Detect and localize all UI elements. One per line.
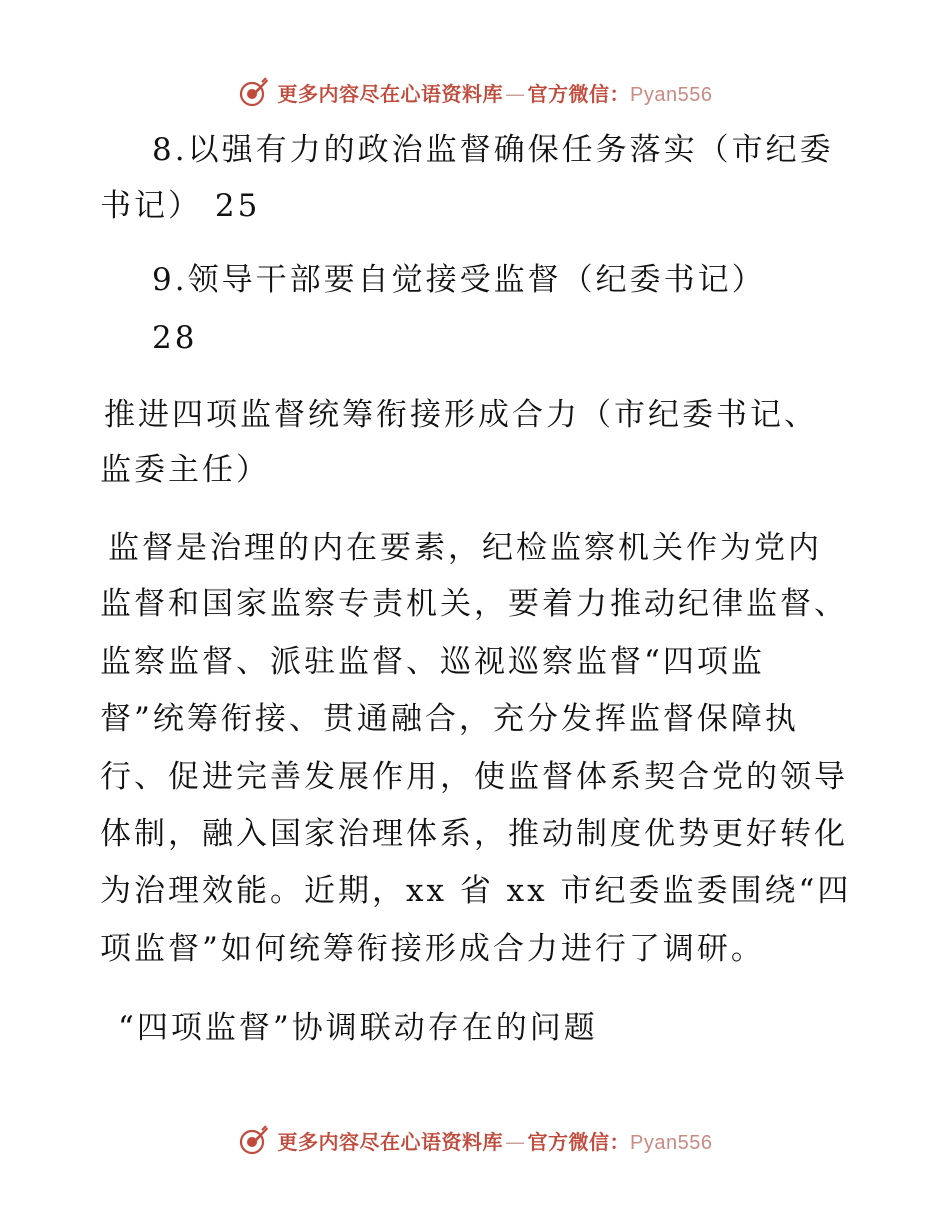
watermark-main: 更多内容尽在心语资料库	[277, 1129, 504, 1154]
body-line-8: 项监督”如何统筹衔接形成合力进行了调研。	[100, 931, 765, 967]
body-line-2: 监督和国家监察专责机关，要着力推动纪律监督、	[100, 586, 848, 622]
watermark-text	[278, 1126, 713, 1155]
watermark-dash: —	[505, 81, 526, 106]
body-line-1: 监督是治理的内在要素，纪检监察机关作为党内	[108, 530, 822, 566]
toc-item-9-line-2: 28	[152, 320, 198, 356]
body-line-6: 体制，融入国家治理体系，推动制度优势更好转化	[100, 816, 848, 852]
toc-item-8-line-1: 8.以强有力的政治监督确保任务落实（市纪委	[152, 132, 834, 168]
watermark-main: 更多内容尽在心语资料库	[277, 81, 504, 106]
watermark-official: 官方微信：	[527, 1129, 631, 1154]
header-watermark	[0, 72, 950, 112]
body-line-5: 行、促进完善发展作用，使监督体系契合党的领导	[100, 759, 848, 795]
quill-logo-icon	[238, 1124, 270, 1156]
body-line-3: 监察监督、派驻监督、巡视巡察监督“四项监	[100, 644, 765, 680]
watermark-dash: —	[505, 1129, 526, 1154]
watermark-wechat-id: Pyan556	[630, 83, 713, 106]
toc-item-9-line-1: 9.领导干部要自觉接受监督（纪委书记）	[152, 262, 766, 298]
toc-item-8-line-2: 书记） 25	[100, 188, 261, 224]
watermark-wechat-id: Pyan556	[630, 1131, 713, 1154]
article-title-line-1: 推进四项监督统筹衔接形成合力（市纪委书记、	[104, 397, 818, 433]
body-line-4: 督”统筹衔接、贯通融合，充分发挥监督保障执	[100, 701, 799, 737]
body-line-7: 为治理效能。近期，xx 省 xx 市纪委监委围绕“四	[100, 873, 852, 909]
quill-logo-icon	[238, 76, 270, 108]
article-title-line-2: 监委主任）	[100, 452, 270, 488]
watermark-official: 官方微信：	[527, 81, 631, 106]
section-title: “四项监督”协调联动存在的问题	[118, 1010, 598, 1046]
footer-watermark	[0, 1120, 950, 1160]
watermark-text	[278, 78, 713, 107]
